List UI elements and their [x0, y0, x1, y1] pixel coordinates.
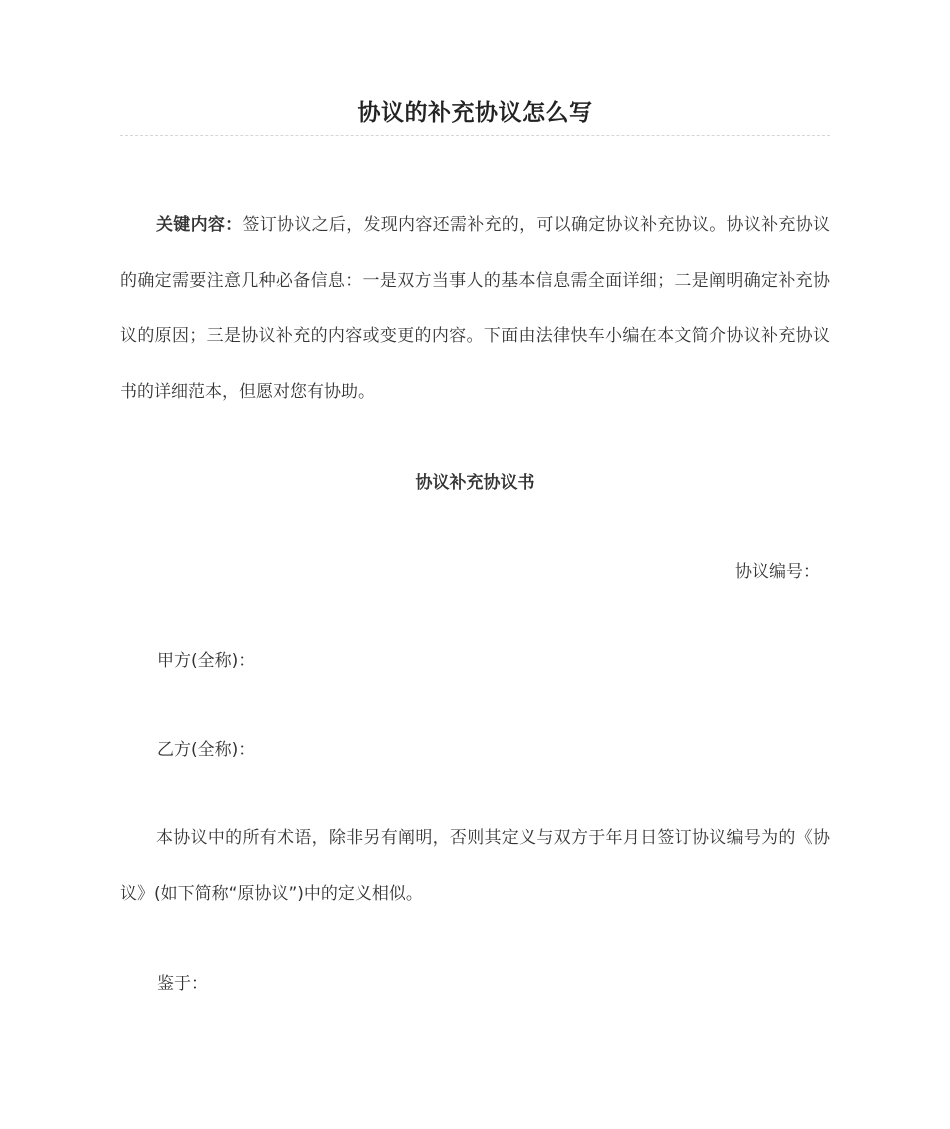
document-title: 协议的补充协议怎么写 [357, 100, 593, 126]
section-title: 协议补充协议书 [415, 473, 535, 493]
title-divider [120, 135, 830, 136]
agreement-number-label: 协议编号： [735, 562, 820, 582]
definitions-clause: 本协议中的所有术语，除非另有阐明，否则其定义与双方于年月日签订协议编号为的《协议》(如下简称“原协议”)中的定义相似。 [120, 828, 830, 904]
whereas-label: 鉴于： [157, 974, 208, 994]
intro-text: 签订协议之后，发现内容还需补充的，可以确定协议补充协议。协议补充协议的确定需要注意几种必备信息：一是双方当事人的基本信息需全面详细；二是阐明确定补充协议的原因；三是协议补充的内容或变更的内容。下面由法律快车小编在本文简介协议补充协议书的详细范本，但愿对您有协助。 [120, 215, 831, 402]
intro-label: 关键内容： [156, 215, 243, 235]
intro-paragraph [120, 198, 830, 420]
party-b-label: 乙方(全称)： [157, 740, 256, 760]
party-a-label: 甲方(全称)： [157, 651, 256, 671]
